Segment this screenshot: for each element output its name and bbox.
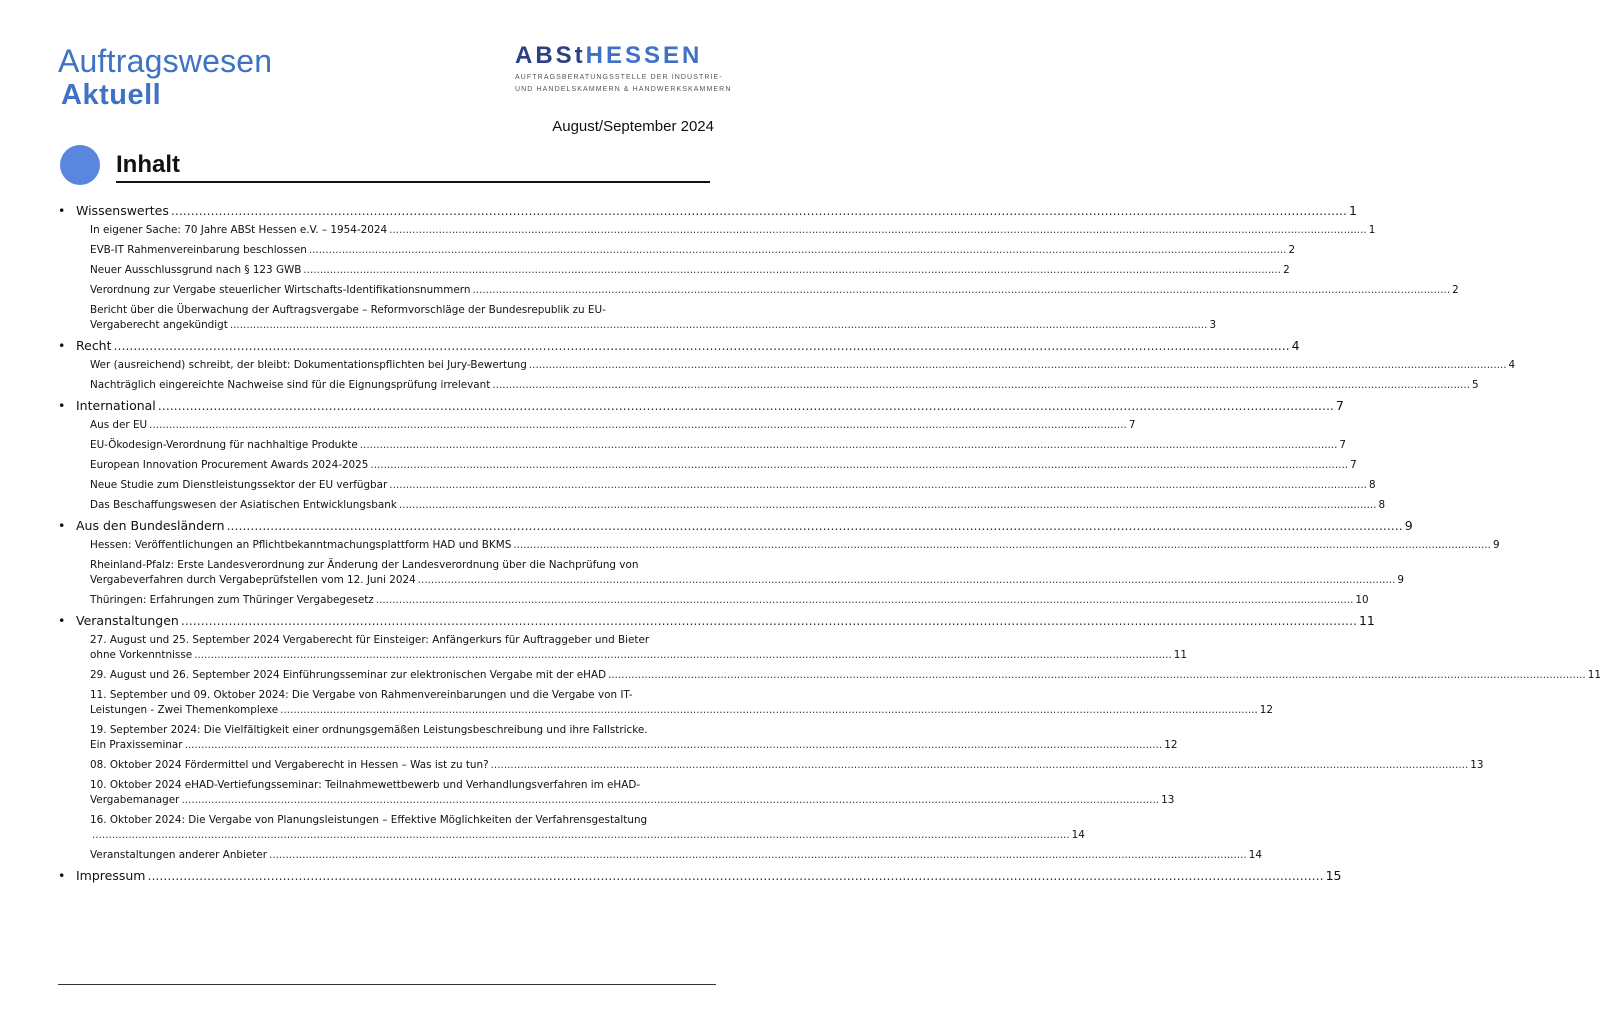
absthessen-logo bbox=[515, 42, 732, 94]
toc-entry-text: Veranstaltungen anderer Anbieter bbox=[90, 849, 268, 861]
toc-page-number: 7 bbox=[1350, 459, 1357, 471]
dot-leader bbox=[185, 738, 1163, 753]
toc-entry-text: Vergaberecht angekündigt bbox=[90, 319, 228, 331]
toc-entry-last-line bbox=[90, 418, 1136, 433]
toc-entry[interactable] bbox=[58, 813, 1085, 843]
toc-page-number: 1 bbox=[1349, 203, 1357, 218]
toc-entry-line: 11. September und 09. Oktober 2024: Die Vergabe von Rahmenvereinbarungen und die Vergabe von IT- bbox=[90, 689, 633, 701]
toc-entry[interactable] bbox=[58, 848, 1262, 863]
toc-section-title: Wissenswertes bbox=[76, 203, 169, 218]
bullet-icon: • bbox=[58, 398, 66, 413]
publication-title bbox=[58, 42, 272, 110]
dot-leader bbox=[181, 613, 1357, 628]
toc-entry[interactable] bbox=[58, 633, 1188, 663]
toc-section-title: Veranstaltungen bbox=[76, 613, 179, 628]
toc-section-title-row bbox=[76, 338, 1300, 353]
toc-entry-last-line bbox=[90, 738, 1178, 753]
toc-entry-text: Das Beschaffungswesen der Asiatischen Entwicklungsbank bbox=[90, 499, 397, 511]
toc-page-number: 2 bbox=[1283, 264, 1290, 276]
toc-page-number: 10 bbox=[1355, 594, 1369, 606]
dot-leader bbox=[171, 203, 1347, 218]
toc-page-number: 7 bbox=[1339, 439, 1347, 451]
toc-section[interactable] bbox=[58, 868, 1342, 883]
toc-entry-text: 29. August und 26. September 2024 Einführungsseminar zur elektronischen Vergabe mit der eHAD bbox=[90, 669, 607, 681]
toc-entry-last-line bbox=[90, 243, 1296, 258]
toc-entry-text: ohne Vorkenntnisse bbox=[90, 649, 193, 661]
toc-entry-last-line bbox=[90, 648, 1188, 663]
toc-heading bbox=[60, 145, 710, 187]
toc-page-number: 13 bbox=[1470, 759, 1484, 771]
dot-leader bbox=[370, 458, 1348, 473]
toc-entry-last-line bbox=[90, 358, 1516, 373]
dot-leader bbox=[513, 538, 1491, 553]
dot-leader bbox=[149, 418, 1127, 433]
toc-entry-last-line bbox=[90, 828, 1085, 843]
toc-entry[interactable] bbox=[58, 758, 1484, 773]
toc-page-number: 4 bbox=[1291, 338, 1300, 353]
toc-entry[interactable] bbox=[58, 283, 1459, 298]
toc-section-title: Recht bbox=[76, 338, 112, 353]
dot-leader bbox=[147, 868, 1323, 883]
toc-page-number: 4 bbox=[1508, 359, 1516, 371]
toc-heading-label: Inhalt bbox=[116, 151, 180, 178]
toc-page-number: 9 bbox=[1404, 518, 1413, 533]
dot-leader bbox=[376, 593, 1354, 608]
toc-section[interactable] bbox=[58, 338, 1300, 353]
toc-page-number: 14 bbox=[1248, 849, 1262, 861]
dot-leader bbox=[92, 828, 1070, 843]
toc-section-title: International bbox=[76, 398, 156, 413]
toc-page-number: 12 bbox=[1259, 704, 1274, 716]
toc-entry[interactable] bbox=[58, 688, 1274, 718]
toc-entry-last-line bbox=[90, 438, 1347, 453]
toc-entry-last-line bbox=[90, 318, 1217, 333]
toc-page-number: 3 bbox=[1209, 319, 1217, 331]
toc-entry-last-line bbox=[90, 593, 1369, 608]
toc-entry[interactable] bbox=[58, 778, 1175, 808]
footer-rule bbox=[58, 984, 716, 985]
toc-entry[interactable] bbox=[58, 438, 1347, 453]
toc-entry-line: Rheinland-Pfalz: Erste Landesverordnung zur Änderung der Landesverordnung über die Nachprüfung von bbox=[90, 559, 639, 571]
bullet-icon: • bbox=[58, 518, 66, 533]
toc-entry-last-line bbox=[90, 668, 1601, 683]
toc-section-title: Impressum bbox=[76, 868, 146, 883]
toc-section[interactable] bbox=[58, 613, 1375, 628]
toc-entry-text: In eigener Sache: 70 Jahre ABSt Hessen e.V. – 1954-2024 bbox=[90, 224, 388, 236]
dot-leader bbox=[230, 318, 1208, 333]
toc-entry[interactable] bbox=[58, 478, 1376, 493]
toc-entry-line: 19. September 2024: Die Vielfältigkeit einer ordnungsgemäßen Leistungsbeschreibung und ihre Fallstricke. bbox=[90, 724, 648, 736]
publication-title-line1: Auftragswesen bbox=[58, 43, 273, 79]
toc-entry-text: Verordnung zur Vergabe steuerlicher Wirtschafts-Identifikationsnummern bbox=[90, 284, 471, 296]
dot-leader bbox=[114, 338, 1290, 353]
toc-entry-text: EVB-IT Rahmenvereinbarung beschlossen bbox=[90, 244, 307, 256]
dot-leader bbox=[158, 398, 1334, 413]
toc-page-number: 7 bbox=[1335, 398, 1344, 413]
dot-leader bbox=[389, 478, 1367, 493]
toc-entry-text: Leistungen - Zwei Themenkomplexe bbox=[90, 704, 279, 716]
toc-entry[interactable] bbox=[58, 358, 1516, 373]
toc-entry[interactable] bbox=[58, 263, 1290, 278]
toc-entry-last-line bbox=[90, 758, 1484, 773]
toc-entry[interactable] bbox=[58, 498, 1386, 513]
toc-entry[interactable] bbox=[58, 558, 1404, 588]
toc-entry[interactable] bbox=[58, 668, 1601, 683]
toc-page-number: 9 bbox=[1492, 539, 1500, 551]
toc-entry-text: Aus der EU bbox=[90, 419, 148, 431]
dot-leader bbox=[472, 283, 1450, 298]
toc-entry[interactable] bbox=[58, 723, 1178, 753]
toc-entry[interactable] bbox=[58, 303, 1217, 333]
dot-leader bbox=[309, 243, 1287, 258]
table-of-contents bbox=[58, 198, 1601, 883]
toc-page-number: 8 bbox=[1378, 499, 1386, 511]
dot-leader bbox=[608, 668, 1586, 683]
publication-title-line2: Aktuell bbox=[61, 79, 162, 111]
toc-section-title-row bbox=[76, 518, 1413, 533]
dot-leader bbox=[194, 648, 1172, 663]
dot-leader bbox=[360, 438, 1338, 453]
toc-entry[interactable] bbox=[58, 418, 1136, 433]
toc-entry-text: EU-Ökodesign-Verordnung für nachhaltige Produkte bbox=[90, 439, 358, 451]
toc-entry-last-line bbox=[90, 538, 1500, 553]
logo-name-part1: ABSt bbox=[515, 42, 586, 69]
toc-section-title-row bbox=[76, 868, 1342, 883]
toc-page-number: 11 bbox=[1358, 613, 1375, 628]
toc-entry-text: Hessen: Veröffentlichungen an Pflichtbekanntmachungsplattform HAD und BKMS bbox=[90, 539, 512, 551]
logo-name bbox=[515, 42, 720, 70]
toc-entry-last-line bbox=[90, 848, 1262, 863]
toc-section-title-row bbox=[76, 203, 1357, 218]
toc-entry[interactable] bbox=[58, 243, 1296, 258]
toc-entry-last-line bbox=[90, 703, 1274, 718]
toc-page-number: 11 bbox=[1587, 669, 1601, 681]
bullet-icon: • bbox=[58, 338, 66, 353]
toc-entry-last-line bbox=[90, 223, 1376, 238]
toc-section[interactable] bbox=[58, 518, 1413, 533]
toc-entry[interactable] bbox=[58, 593, 1369, 608]
toc-entry-last-line bbox=[90, 793, 1175, 808]
toc-entry[interactable] bbox=[58, 458, 1357, 473]
toc-page-number: 5 bbox=[1472, 379, 1479, 391]
dot-leader bbox=[181, 793, 1159, 808]
toc-entry-line: 10. Oktober 2024 eHAD-Vertiefungsseminar: Teilnahmewettbewerb und Verhandlungsverfahren im eHAD- bbox=[90, 779, 641, 791]
toc-entry-last-line bbox=[90, 263, 1290, 278]
bullet-icon: • bbox=[58, 868, 66, 883]
logo-subtitle-line1: AUFTRAGSBERATUNGSSTELLE DER INDUSTRIE- bbox=[515, 74, 723, 81]
toc-page-number: 14 bbox=[1071, 829, 1085, 841]
issue-date: August/September 2024 bbox=[552, 118, 714, 135]
dot-leader bbox=[280, 703, 1258, 718]
toc-section-title-row bbox=[76, 613, 1375, 628]
toc-entry-text: Vergabemanager bbox=[90, 794, 180, 806]
toc-entry-last-line bbox=[90, 498, 1386, 513]
dot-leader bbox=[529, 358, 1507, 373]
toc-entry-text: 08. Oktober 2024 Fördermittel und Vergaberecht in Hessen – Was ist zu tun? bbox=[90, 759, 489, 771]
dot-leader bbox=[389, 223, 1367, 238]
toc-entry-text: Neuer Ausschlussgrund nach § 123 GWB bbox=[90, 264, 302, 276]
toc-entry-line: 16. Oktober 2024: Die Vergabe von Planungsleistungen – Effektive Möglichkeiten der Verfahrensgestaltung bbox=[90, 814, 648, 826]
toc-entry-line: Bericht über die Überwachung der Auftragsvergabe – Reformvorschläge der Bundesrepublik zu EU- bbox=[90, 304, 606, 316]
bullet-icon: • bbox=[58, 203, 66, 218]
toc-entry-text: Vergabeverfahren durch Vergabeprüfstellen vom 12. Juni 2024 bbox=[90, 574, 416, 586]
heading-circle-icon bbox=[60, 145, 100, 185]
toc-entry[interactable] bbox=[58, 538, 1500, 553]
dot-leader bbox=[227, 518, 1403, 533]
toc-section-title: Aus den Bundesländern bbox=[76, 518, 225, 533]
toc-entry-text: Thüringen: Erfahrungen zum Thüringer Vergabegesetz bbox=[90, 594, 374, 606]
dot-leader bbox=[303, 263, 1281, 278]
bullet-icon: • bbox=[58, 613, 66, 628]
dot-leader bbox=[492, 378, 1470, 393]
toc-entry-text: European Innovation Procurement Awards 2024-2025 bbox=[90, 459, 369, 471]
toc-page-number: 8 bbox=[1368, 479, 1376, 491]
logo-subtitle-line2: UND HANDELSKAMMERN & HANDWERKSKAMMERN bbox=[515, 86, 732, 93]
toc-entry-text: Neue Studie zum Dienstleistungssektor der EU verfügbar bbox=[90, 479, 388, 491]
toc-page-number: 2 bbox=[1452, 284, 1459, 296]
toc-entry-last-line bbox=[90, 458, 1357, 473]
toc-section[interactable] bbox=[58, 203, 1357, 218]
toc-entry[interactable] bbox=[58, 378, 1479, 393]
toc-section-title-row bbox=[76, 398, 1344, 413]
toc-entry-text: Nachträglich eingereichte Nachweise sind für die Eignungsprüfung irrelevant bbox=[90, 379, 491, 391]
toc-entry-last-line bbox=[90, 378, 1479, 393]
logo-name-part2: HESSEN bbox=[585, 42, 703, 69]
toc-page-number: 9 bbox=[1397, 574, 1404, 586]
dot-leader bbox=[269, 848, 1247, 863]
toc-heading-rule bbox=[116, 181, 710, 183]
dot-leader bbox=[418, 573, 1396, 588]
toc-page-number: 7 bbox=[1128, 419, 1136, 431]
toc-entry-text: Ein Praxisseminar bbox=[90, 739, 183, 751]
toc-page-number: 1 bbox=[1368, 224, 1376, 236]
toc-entry-last-line bbox=[90, 283, 1459, 298]
dot-leader bbox=[491, 758, 1469, 773]
toc-entry-text: Wer (ausreichend) schreibt, der bleibt: Dokumentationspflichten bei Jury-Bewertung bbox=[90, 359, 527, 371]
toc-page-number: 11 bbox=[1173, 649, 1188, 661]
toc-page-number: 2 bbox=[1288, 244, 1296, 256]
toc-entry-line: 27. August und 25. September 2024 Vergaberecht für Einsteiger: Anfängerkurs für Auftraggeber und Bieter bbox=[90, 634, 650, 646]
toc-page-number: 13 bbox=[1161, 794, 1175, 806]
toc-entry[interactable] bbox=[58, 223, 1376, 238]
toc-page-number: 15 bbox=[1325, 868, 1342, 883]
toc-entry-last-line bbox=[90, 573, 1404, 588]
toc-page-number: 12 bbox=[1164, 739, 1178, 751]
toc-section[interactable] bbox=[58, 398, 1344, 413]
dot-leader bbox=[399, 498, 1377, 513]
toc-entry-last-line bbox=[90, 478, 1376, 493]
